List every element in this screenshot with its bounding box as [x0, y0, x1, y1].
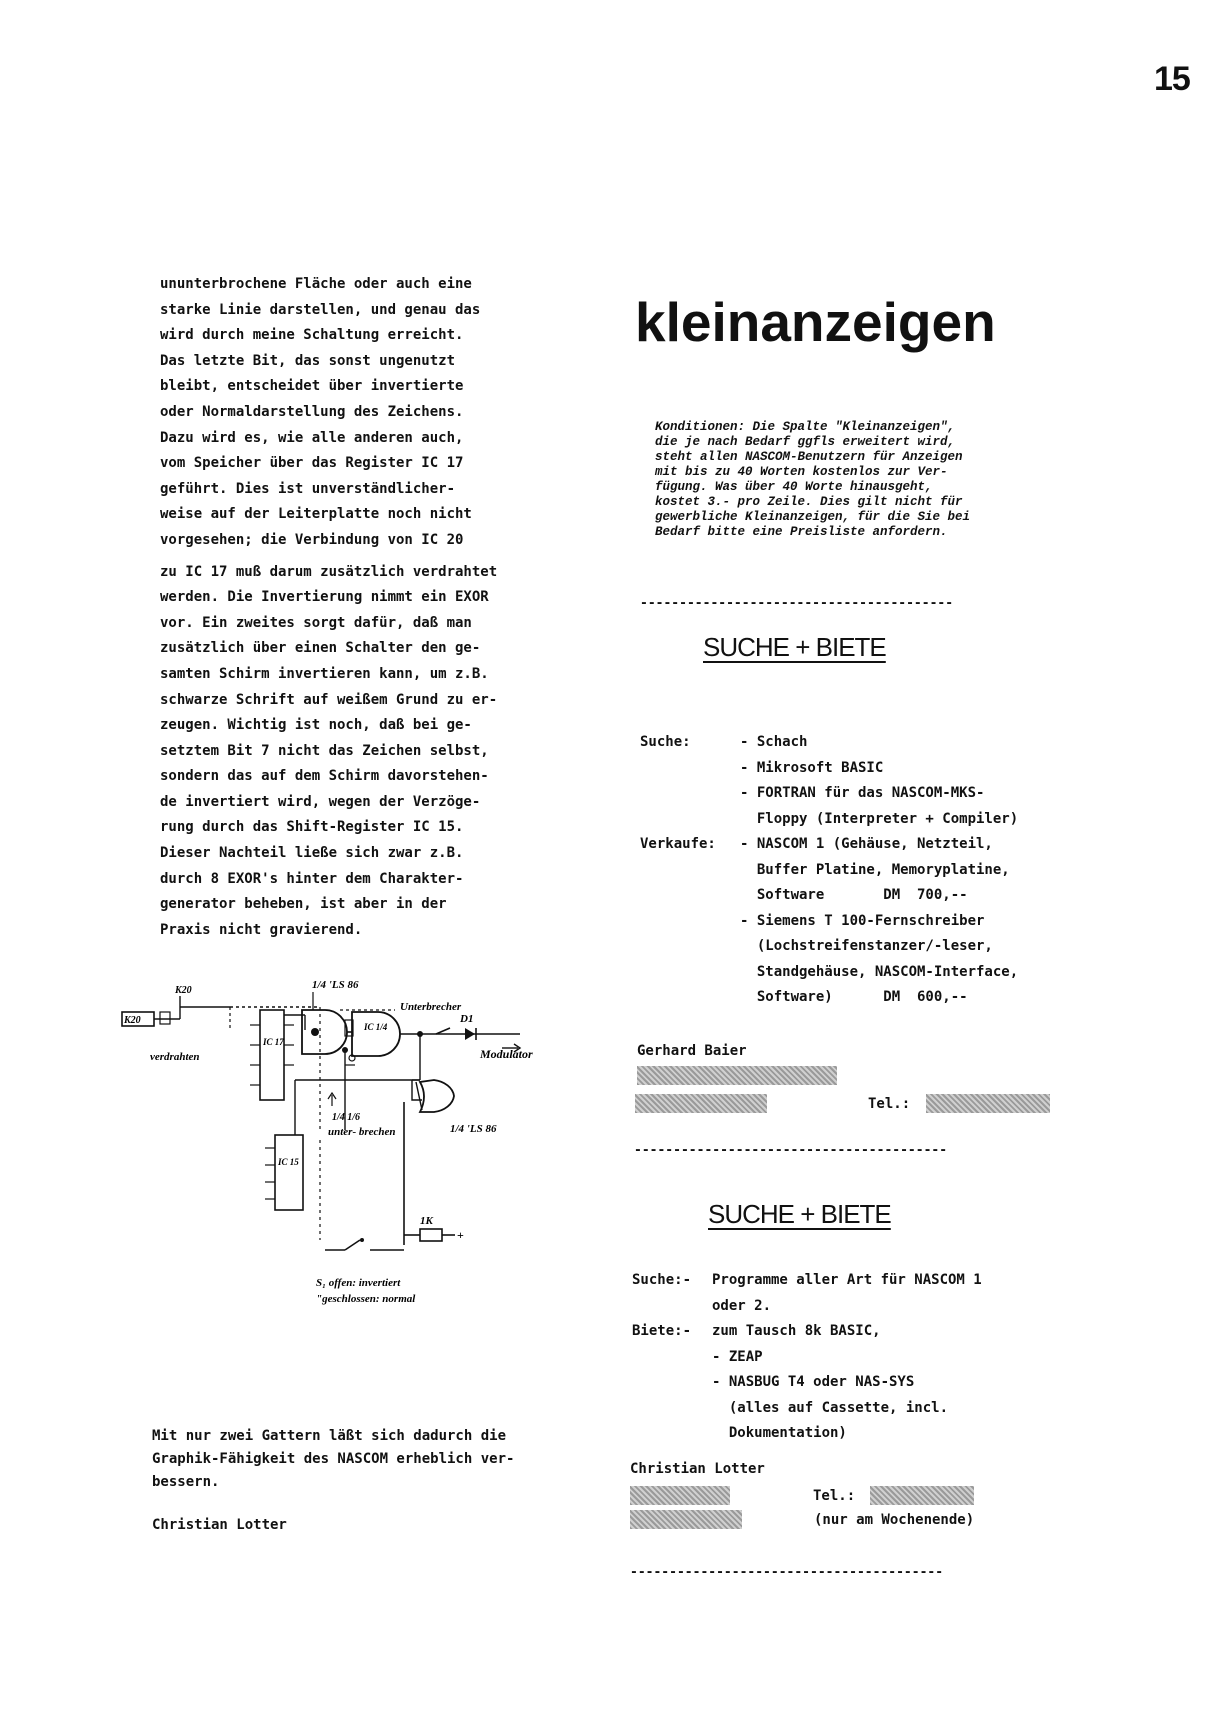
ad1-redacted-city [635, 1094, 767, 1113]
ad1-body [640, 730, 1018, 1011]
ad-row-value: Standgehäuse, NASCOM-Interface, [740, 963, 1019, 980]
ad-row-value: - Mikrosoft BASIC [740, 759, 884, 776]
ad-row-label [640, 858, 740, 884]
ad-row-value: - NASBUG T4 oder NAS-SYS [712, 1374, 915, 1390]
ad2-name: Christian Lotter [630, 1461, 765, 1477]
ad-row-value: - FORTRAN für das NASCOM-MKS- [740, 785, 985, 801]
ad-row [640, 909, 1018, 935]
exor-gate-3 [420, 1080, 454, 1112]
ad2-body [632, 1268, 982, 1447]
ad1-redacted-address [637, 1066, 837, 1085]
ad-row-value: zum Tausch 8k BASIC, [712, 1323, 881, 1339]
ad2-redacted-address [630, 1486, 730, 1505]
ad1-redacted-phone [926, 1094, 1050, 1113]
ad-row-value: Buffer Platine, Memoryplatine, [740, 861, 1010, 878]
gate-right-label: 1/4 'LS 86 [450, 1123, 497, 1135]
ad2-note: (nur am Wochenende) [814, 1512, 975, 1528]
article-paragraph-2: zu IC 17 muß darum zusätzlich verdrahtet werden. Die Invertierung nimmt ein EXOR vor. Ein zweites sorgt dafür, daß man zusätzlich über einen Schalter den ge- samten Schirm invertieren kann, um z.B. schwarze Schrift auf weißem Grund zu er- zeugen. Wichtig ist noch, daß bei ge- setztem Bit 7 nicht das Zeichen selbst, sondern das auf dem Schirm davorstehen- de invertiert wird, wegen der Verzöge- rung durch das Shift-Register IC 15. Dieser Nachteil ließe sich zwar z.B. durch 8 EXOR's hinter dem Charakter- generator beheben, ist aber in der Praxis nicht gravierend. [160, 563, 498, 938]
ad-row [640, 883, 1018, 909]
article-column [160, 272, 580, 943]
ad1-title: SUCHE + BIETE [703, 632, 886, 662]
ic15-label: IC 15 [278, 1157, 299, 1167]
ad-row-value: (alles auf Cassette, incl. [712, 1399, 949, 1416]
k20-input-label: K20 [124, 1015, 141, 1026]
svg-text:+: + [457, 1228, 464, 1242]
ad-row-label: Biete:- [632, 1323, 692, 1339]
ad-row-value: oder 2. [712, 1297, 772, 1314]
ad-row-value: Software DM 700,-- [740, 887, 968, 903]
ad-row-value: (Lochstreifenstanzer/-leser, [740, 938, 993, 954]
ad-row-label [632, 1345, 712, 1371]
page-number: 15 [1154, 60, 1190, 98]
ad-row-value: - ZEAP [712, 1348, 763, 1365]
ad-row-label [632, 1396, 712, 1422]
ad-row-label: Verkaufe: [640, 836, 716, 852]
ad-row-label [632, 1294, 712, 1320]
verdrahten-label: verdrahten [150, 1051, 200, 1063]
ad-row-value: Programme aller Art für NASCOM 1 [712, 1272, 982, 1288]
ad-row-label [640, 807, 740, 833]
k20-top-label: K20 [175, 985, 192, 996]
diode-d1 [465, 1028, 475, 1040]
ad-row [640, 781, 1018, 807]
ad-row-label [640, 985, 740, 1011]
ad-row [632, 1370, 982, 1396]
resistor-label: 1K [420, 1215, 433, 1227]
gate-top-label: 1/4 'LS 86 [312, 979, 359, 991]
ad-row-label [640, 909, 740, 935]
ad-row [640, 960, 1018, 986]
ic17-chip [260, 1010, 284, 1100]
ad-row-label [640, 781, 740, 807]
switch-note: S₁ offen: invertiert "geschlossen: normal [316, 1277, 416, 1305]
ad-row-value: - Schach [740, 734, 808, 750]
ad-row-label [632, 1421, 712, 1447]
ad2-redacted-phone [870, 1486, 974, 1505]
ic17-label: IC 17 [263, 1037, 284, 1047]
ad-row [632, 1345, 982, 1371]
ad2-title: SUCHE + BIETE [708, 1199, 891, 1229]
ad-row-value: Software) DM 600,-- [740, 989, 968, 1005]
ad-row-label: Suche: [640, 734, 691, 750]
unterbrecher-label: Unterbrecher [400, 1001, 462, 1013]
classifieds-heading: kleinanzeigen [635, 291, 996, 353]
ad-row [640, 807, 1018, 833]
ad-row [632, 1396, 982, 1422]
ad-row-value: Floppy (Interpreter + Compiler) [740, 810, 1019, 827]
ad-row [640, 756, 1018, 782]
ad-row-value: Dokumentation) [712, 1425, 847, 1441]
ad-row-label [640, 883, 740, 909]
ad-row-label [640, 934, 740, 960]
ad-row [640, 985, 1018, 1011]
conditions-text: Konditionen: Die Spalte "Kleinanzeigen", die je nach Bedarf ggfls erweitert wird, steht allen NASCOM-Benutzern für Anzeigen mit bis zu 40 Worten kostenlos zur Ver- fügung. Was über 40 Worte hinausgeht, kostet 3.- pro Zeile. Dies gilt nicht für gewerbliche Kleinanzeigen, für die Sie bei Bedarf bitte eine Preisliste anfordern. [655, 420, 971, 539]
ad-row [632, 1268, 982, 1294]
ad-row-label [632, 1370, 712, 1396]
divider-rule-3: ---------------------------------------- [630, 1565, 944, 1580]
unterbrechen-label: unter- brechen [328, 1126, 396, 1138]
closing-paragraph: Mit nur zwei Gattern läßt sich dadurch die Graphik-Fähigkeit des NASCOM erheblich ver- bessern. [152, 1428, 515, 1490]
ad-row-label [640, 756, 740, 782]
ad2-tel-label: Tel.: [813, 1488, 856, 1504]
ad-row [640, 858, 1018, 884]
divider-rule-2: ---------------------------------------- [634, 1143, 948, 1158]
unterbrecher-switch [436, 1028, 450, 1034]
article-signature: Christian Lotter [152, 1517, 287, 1533]
resistor-1k [420, 1229, 442, 1241]
ic15-chip [275, 1135, 303, 1210]
ad-row-value: - Siemens T 100-Fernschreiber [740, 912, 985, 929]
circuit-schematic [120, 950, 590, 1370]
divider-rule-1: ---------------------------------------- [640, 596, 954, 611]
ad-row [640, 832, 1018, 858]
article-paragraph-1: ununterbrochene Fläche oder auch eine starke Linie darstellen, und genau das wird durch meine Schaltung erreicht. Das letzte Bit, das sonst ungenutzt bleibt, entscheidet über invertierte oder Normaldarstellung des Zeichens. Dazu wird es, wie alle anderen auch, vom Speicher über das Register IC 17 geführt. Dies ist unverständlicher- weise auf der Leiterplatte noch nicht vorgesehen; die Verbindung von IC 20 [160, 276, 481, 548]
ad-row [640, 730, 1018, 756]
ad-row [632, 1319, 982, 1345]
ad-row-label: Suche:- [632, 1272, 692, 1288]
ad1-tel-label: Tel.: [868, 1096, 911, 1112]
ad2-redacted-city [630, 1510, 742, 1529]
d1-label: D1 [460, 1013, 474, 1025]
ad-row [632, 1294, 982, 1320]
ic14-label: IC 1/4 [364, 1022, 388, 1032]
ad-row [632, 1421, 982, 1447]
exor-gate-1 [302, 1010, 347, 1054]
gate-2 [352, 1012, 400, 1056]
switch-s1 [345, 1240, 360, 1250]
ad-row-value: - NASCOM 1 (Gehäuse, Netzteil, [740, 836, 993, 852]
ad-row [640, 934, 1018, 960]
ad-row-label [640, 960, 740, 986]
ad1-name: Gerhard Baier [637, 1043, 747, 1059]
ic-bottom-ref: 1/4 1/6 [332, 1112, 361, 1123]
modulator-label: Modulator [480, 1047, 533, 1061]
